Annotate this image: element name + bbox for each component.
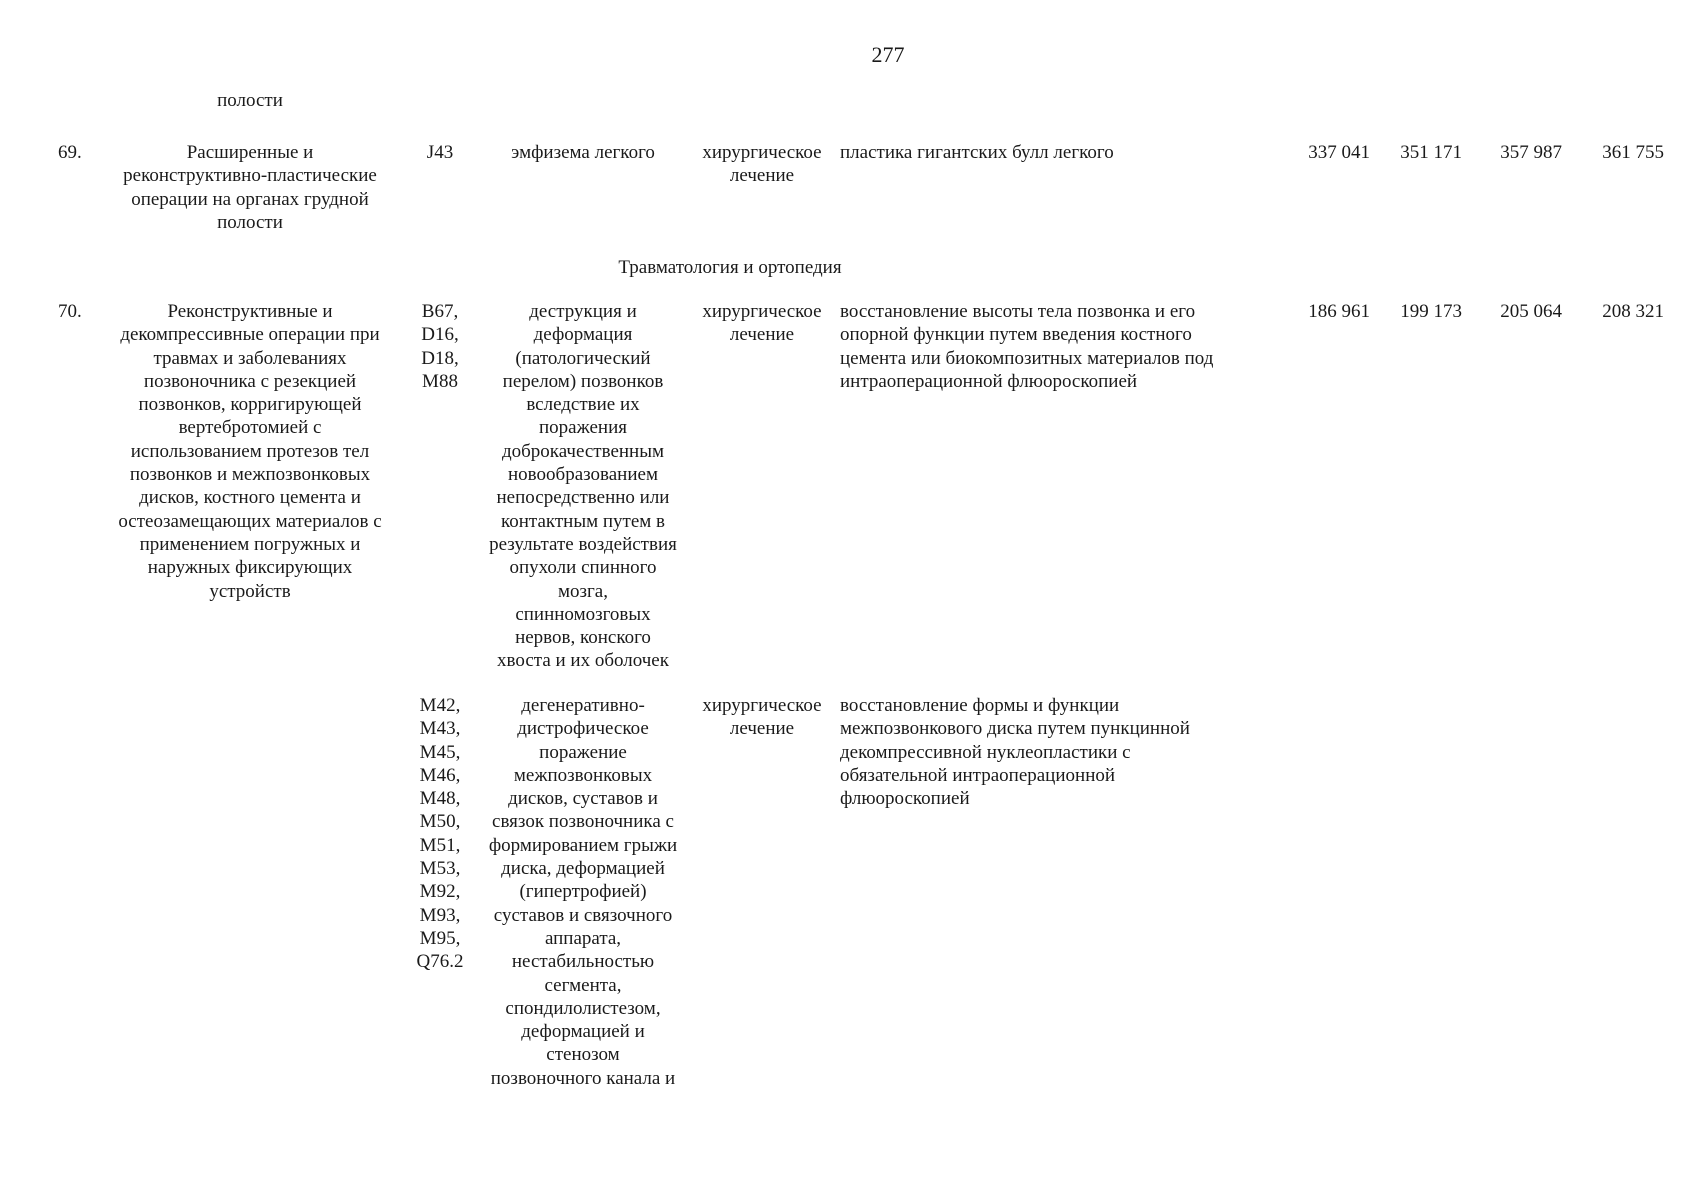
- row-69-treatment-type: хирургическое лечение: [702, 142, 822, 187]
- row-70-number: 70.: [58, 301, 82, 322]
- row-69-name: Расширенные и реконструктивно-пластические операции на органах грудной полости: [123, 142, 377, 233]
- row-70-name: Реконструктивные и декомпрессивные операции при травмах и заболеваниях позвоночника с резекцией позвонков, корригирующей вертебротомией с использованием протезов тел позвонков и межпозвонковых дисков, костного цемента и остеозамещающих материалов с применением погружных и наружных фиксирующих устройств: [118, 301, 382, 602]
- row-70-price-2: 199 173: [1400, 301, 1462, 322]
- row-69-price-1: 337 041: [1308, 142, 1370, 163]
- row-70-sub-treatment-type: хирургическое лечение: [702, 695, 822, 740]
- row-69-price-3: 357 987: [1500, 142, 1562, 163]
- row-70-treatment-type: хирургическое лечение: [702, 301, 822, 346]
- section-title: Травматология и ортопедия: [618, 257, 842, 278]
- row-70-disease: деструкция и деформация (патологический перелом) позвонков вследствие их поражения доброкачественным новообразованием непосредственно или контактным путем в результате воздействия опухоли спинного мозга, спинномозговых нервов, конского хвоста и их оболочек: [489, 301, 677, 672]
- row-continuation-name: полости: [217, 90, 283, 111]
- row-70-price-4: 208 321: [1602, 301, 1664, 322]
- row-70-sub-method: восстановление формы и функции межпозвонкового диска путем пункцинной декомпрессивной нуклеопластики с обязательной интраоперационной флюороскопией: [840, 695, 1190, 810]
- row-70-price-1: 186 961: [1308, 301, 1370, 322]
- row-70-method: восстановление высоты тела позвонка и его опорной функции путем введения костного цемента или биокомпозитных материалов под интраоперационной флюороскопией: [840, 301, 1214, 392]
- row-69-price-4: 361 755: [1602, 142, 1664, 163]
- row-69-code: J43: [426, 142, 454, 163]
- row-69-number: 69.: [58, 142, 82, 163]
- row-70-sub-disease: дегенеративно- дистрофическое поражение межпозвонковых дисков, суставов и связок позвоночника с формированием грыжи диска, деформацией (гипертрофией) суставов и связочного аппарата, нестабильностью сегмента, спондилолистезом, деформацией и стенозом позвоночного канала и: [488, 695, 678, 1089]
- page-number: 277: [871, 42, 905, 67]
- row-69-method: пластика гигантских булл легкого: [840, 142, 1114, 163]
- row-69-disease: эмфизема легкого: [511, 142, 655, 163]
- row-70-price-3: 205 064: [1500, 301, 1562, 322]
- row-70-sub-code: M42, M43, M45, M46, M48, M50, M51, M53, M92, M93, M95, Q76.2: [416, 695, 464, 973]
- row-70-code: B67, D16, D18, M88: [421, 301, 459, 392]
- row-69-price-2: 351 171: [1400, 142, 1462, 163]
